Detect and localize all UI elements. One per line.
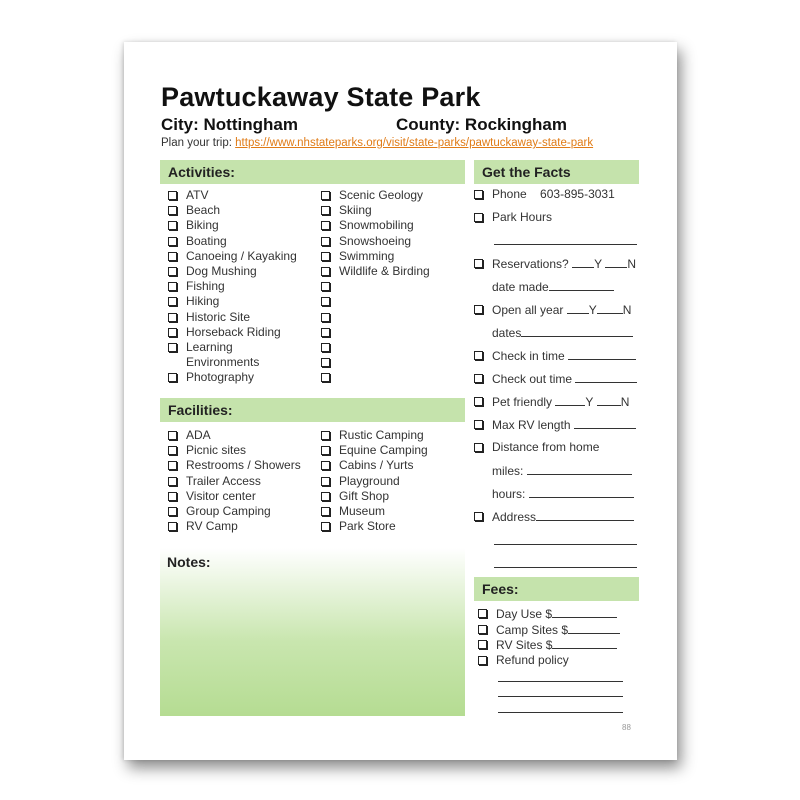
checkbox[interactable]	[168, 431, 177, 440]
activities-col2	[319, 188, 459, 386]
list-item[interactable]: Park Store	[319, 519, 459, 534]
checkbox[interactable]	[168, 237, 177, 246]
phone-row[interactable]: Phone 603-895-3031	[472, 187, 615, 201]
planner-page	[124, 42, 677, 760]
distance-row[interactable]: Distance from home	[472, 440, 599, 454]
list-item[interactable]: Historic Site	[166, 310, 316, 325]
checkbox[interactable]	[321, 492, 330, 501]
plan-label: Plan your trip:	[161, 137, 236, 149]
checkbox[interactable]	[321, 252, 330, 261]
list-item[interactable]: Biking	[166, 218, 316, 233]
notes-heading: Notes:	[167, 554, 211, 570]
facilities-col1	[166, 428, 316, 534]
fees-heading: Fees:	[474, 577, 639, 601]
checkbox[interactable]	[321, 373, 330, 382]
list-item[interactable]: Fishing	[166, 279, 316, 294]
checkbox[interactable]	[321, 446, 330, 455]
list-item-blank[interactable]	[319, 325, 459, 340]
phone-number: 603-895-3031	[540, 187, 615, 201]
checkbox[interactable]	[321, 206, 330, 215]
checkbox[interactable]	[168, 206, 177, 215]
list-item[interactable]: Picnic sites	[166, 443, 316, 458]
list-item[interactable]: RV Camp	[166, 519, 316, 534]
checkbox[interactable]	[168, 522, 177, 531]
list-item[interactable]: Wildlife & Birding	[319, 264, 459, 279]
check-in-row[interactable]: Check in time	[472, 348, 636, 363]
list-item[interactable]: Dog Mushing	[166, 264, 316, 279]
refund-line-3[interactable]	[498, 712, 623, 713]
activities-col1	[166, 188, 316, 386]
checkbox[interactable]	[168, 282, 177, 291]
checkbox[interactable]	[168, 373, 177, 382]
list-item[interactable]: Snowshoeing	[319, 234, 459, 249]
checkbox[interactable]	[168, 297, 177, 306]
miles-row[interactable]: miles:	[472, 463, 632, 478]
list-item-continuation: Environments	[186, 355, 260, 370]
activities-heading: Activities:	[160, 160, 465, 184]
checkbox[interactable]	[321, 267, 330, 276]
list-item[interactable]: Rustic Camping	[319, 428, 459, 443]
refund-line-2[interactable]	[498, 696, 623, 697]
checkbox[interactable]	[168, 507, 177, 516]
list-item[interactable]: Restrooms / Showers	[166, 458, 316, 473]
max-rv-row[interactable]: Max RV length	[472, 417, 636, 432]
list-item[interactable]: Gift Shop	[319, 489, 459, 504]
hours-row[interactable]: hours:	[472, 486, 634, 501]
list-item[interactable]: Boating	[166, 234, 316, 249]
list-item[interactable]: Scenic Geology	[319, 188, 459, 203]
list-item[interactable]: Beach	[166, 203, 316, 218]
list-item[interactable]: Equine Camping	[319, 443, 459, 458]
checkbox[interactable]	[321, 282, 330, 291]
checkbox[interactable]	[321, 313, 330, 322]
county-label: County: Rockingham	[396, 115, 567, 134]
checkbox[interactable]	[168, 343, 177, 352]
checkbox[interactable]	[321, 477, 330, 486]
checkbox[interactable]	[168, 492, 177, 501]
facilities-col2	[319, 428, 459, 534]
checkbox[interactable]	[168, 191, 177, 200]
checkbox[interactable]	[321, 431, 330, 440]
checkbox[interactable]	[168, 446, 177, 455]
list-item[interactable]: Horseback Riding	[166, 325, 316, 340]
list-item[interactable]: Photography	[166, 370, 316, 385]
list-item[interactable]: Swimming	[319, 249, 459, 264]
address-row[interactable]: Address	[472, 509, 634, 524]
list-item[interactable]: Canoeing / Kayaking	[166, 249, 316, 264]
list-item-blank[interactable]	[319, 279, 459, 294]
day-use-row[interactable]: Day Use $	[476, 606, 617, 622]
park-hours-row[interactable]: Park Hours	[472, 210, 552, 224]
list-item[interactable]: Museum	[319, 504, 459, 519]
list-item-blank[interactable]	[319, 355, 459, 370]
notes-box[interactable]	[160, 548, 465, 716]
checkbox[interactable]	[478, 625, 487, 634]
list-item-blank[interactable]	[319, 370, 459, 385]
checkbox[interactable]	[321, 343, 330, 352]
refund-line-1[interactable]	[498, 681, 623, 682]
checkbox[interactable]	[168, 328, 177, 337]
checkbox[interactable]	[321, 328, 330, 337]
checkbox[interactable]	[478, 640, 487, 649]
list-item[interactable]: Visitor center	[166, 489, 316, 504]
checkbox[interactable]	[478, 656, 487, 665]
pet-friendly-row[interactable]: Pet friendly Y N	[472, 394, 629, 409]
list-item-blank[interactable]	[319, 294, 459, 309]
facilities-heading: Facilities:	[160, 398, 465, 422]
page-number: 88	[622, 723, 631, 732]
list-item[interactable]: Hiking	[166, 294, 316, 309]
list-item[interactable]: Trailer Access	[166, 474, 316, 489]
checkbox[interactable]	[168, 221, 177, 230]
list-item-blank[interactable]	[319, 340, 459, 355]
open-all-year-row[interactable]: Open all year Y N	[472, 302, 631, 317]
list-item[interactable]: Cabins / Yurts	[319, 458, 459, 473]
list-item[interactable]: Group Camping	[166, 504, 316, 519]
dates-row[interactable]: dates	[472, 325, 633, 340]
reservations-row[interactable]: Reservations? Y N	[472, 256, 636, 271]
camp-sites-row[interactable]: Camp Sites $	[476, 622, 620, 638]
city-label: City: Nottingham	[161, 115, 298, 134]
list-item[interactable]: Snowmobiling	[319, 218, 459, 233]
list-item-blank[interactable]	[319, 310, 459, 325]
checkbox[interactable]	[168, 313, 177, 322]
list-item[interactable]: Skiing	[319, 203, 459, 218]
fees-list	[476, 42, 641, 722]
checkbox[interactable]	[321, 237, 330, 246]
checkbox[interactable]	[478, 609, 487, 618]
rv-sites-row[interactable]: RV Sites $	[476, 637, 617, 653]
checkbox[interactable]	[321, 297, 330, 306]
checkbox[interactable]	[321, 522, 330, 531]
checkbox[interactable]	[321, 221, 330, 230]
checkbox[interactable]	[321, 507, 330, 516]
checkbox[interactable]	[168, 267, 177, 276]
checkbox[interactable]	[168, 461, 177, 470]
checkbox[interactable]	[168, 477, 177, 486]
list-item[interactable]: ATV	[166, 188, 316, 203]
facts-heading: Get the Facts	[474, 160, 639, 184]
list-item[interactable]: ADA	[166, 428, 316, 443]
park-website-link[interactable]: https://www.nhstateparks.org/visit/state-parks/pawtuckaway-state-park	[235, 137, 594, 149]
checkbox[interactable]	[321, 358, 330, 367]
page-title: Pawtuckaway State Park	[161, 82, 481, 112]
list-item[interactable]: Learning	[166, 340, 316, 355]
checkbox[interactable]	[321, 461, 330, 470]
check-out-row[interactable]: Check out time	[472, 371, 637, 386]
checkbox[interactable]	[168, 252, 177, 261]
date-made-row[interactable]: date made	[472, 279, 614, 294]
refund-policy-row[interactable]: Refund policy	[476, 653, 569, 668]
checkbox[interactable]	[321, 191, 330, 200]
list-item[interactable]: Playground	[319, 474, 459, 489]
